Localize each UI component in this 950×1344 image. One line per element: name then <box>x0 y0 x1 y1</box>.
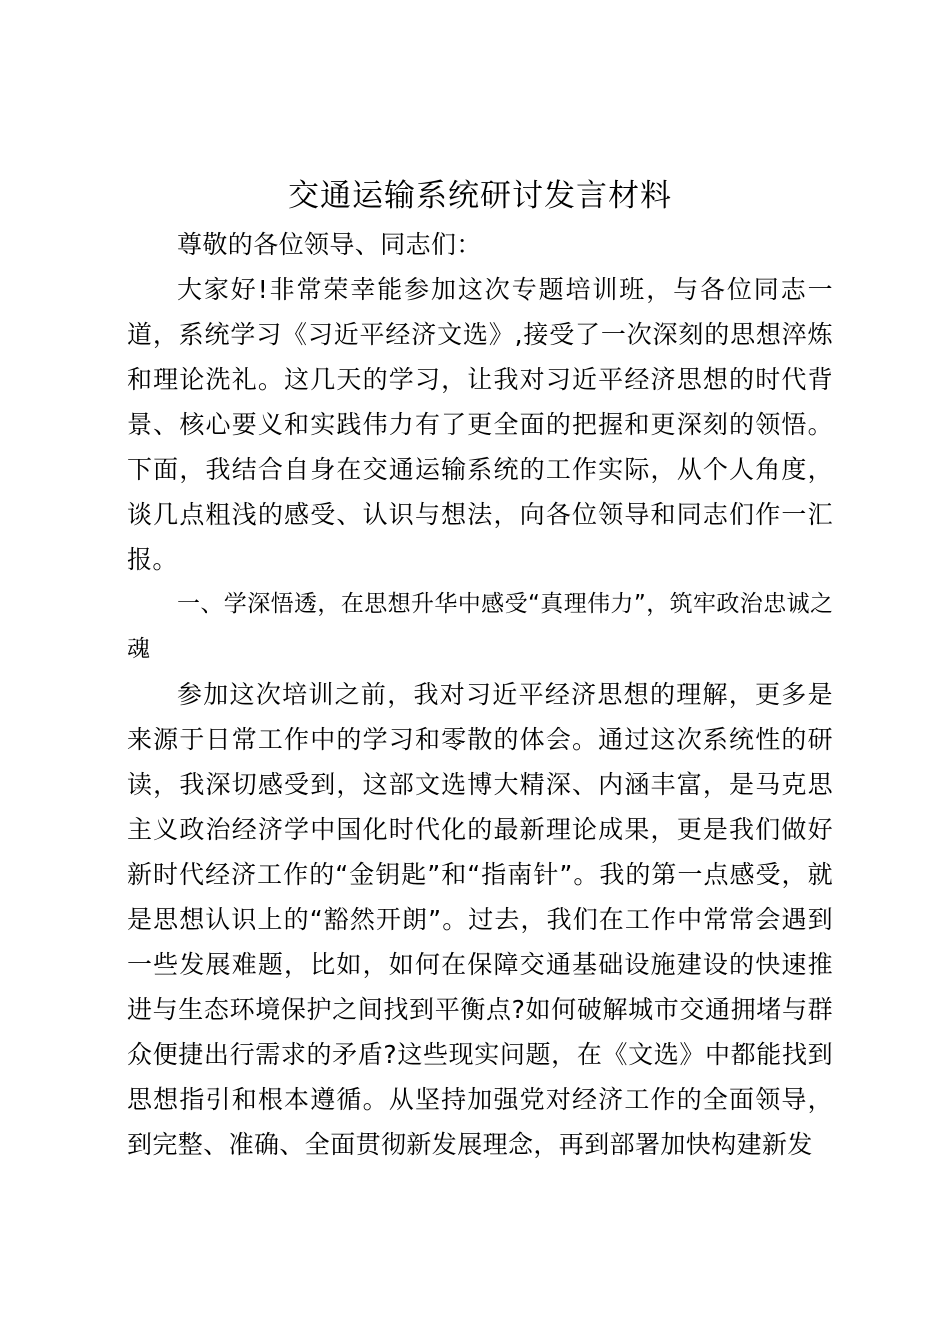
opening-paragraph: 大家好!非常荣幸能参加这次专题培训班，与各位同志一道，系统学习《习近平经济文选》,接受了一次深刻的思想淬炼和理论洗礼。这几天的学习，让我对习近平经济思想的时代背景、核心要义和实践伟力有了更全面的把握和更深刻的领悟。下面，我结合自身在交通运输系统的工作实际，从个人角度，谈几点粗浅的感受、认识与想法，向各位领导和同志们作一汇报。 <box>127 275 833 574</box>
document-title: 交通运输系统研讨发言材料 <box>288 178 672 214</box>
section-heading: 一、学深悟透，在思想升华中感受“真理伟力”，筑牢政治忠诚之魂 <box>127 591 833 662</box>
salutation: 尊敬的各位领导、同志们： <box>177 230 482 259</box>
section-paragraph: 参加这次培训之前，我对习近平经济思想的理解，更多是来源于日常工作中的学习和零散的体会。通过这次系统性的研读，我深切感受到，这部文选博大精深、内涵丰富，是马克思主义政治经济学中国化时代化的最新理论成果，更是我们做好新时代经济工作的“金钥匙”和“指南针”。我的第一点感受，就是思想认识上的“豁然开朗”。过去，我们在工作中常常会遇到一些发展难题，比如，如何在保障交通基础设施建设的快速推进与生态环境保护之间找到平衡点?如何破解城市交通拥堵与群众便捷出行需求的矛盾?这些现实问题，在《文选》中都能找到思想指引和根本遵循。从坚持加强党对经济工作的全面领导，到完整、准确、全面贯彻新发展理念，再到部署加快构建新发 <box>127 680 833 1159</box>
document-body <box>127 222 833 1167</box>
